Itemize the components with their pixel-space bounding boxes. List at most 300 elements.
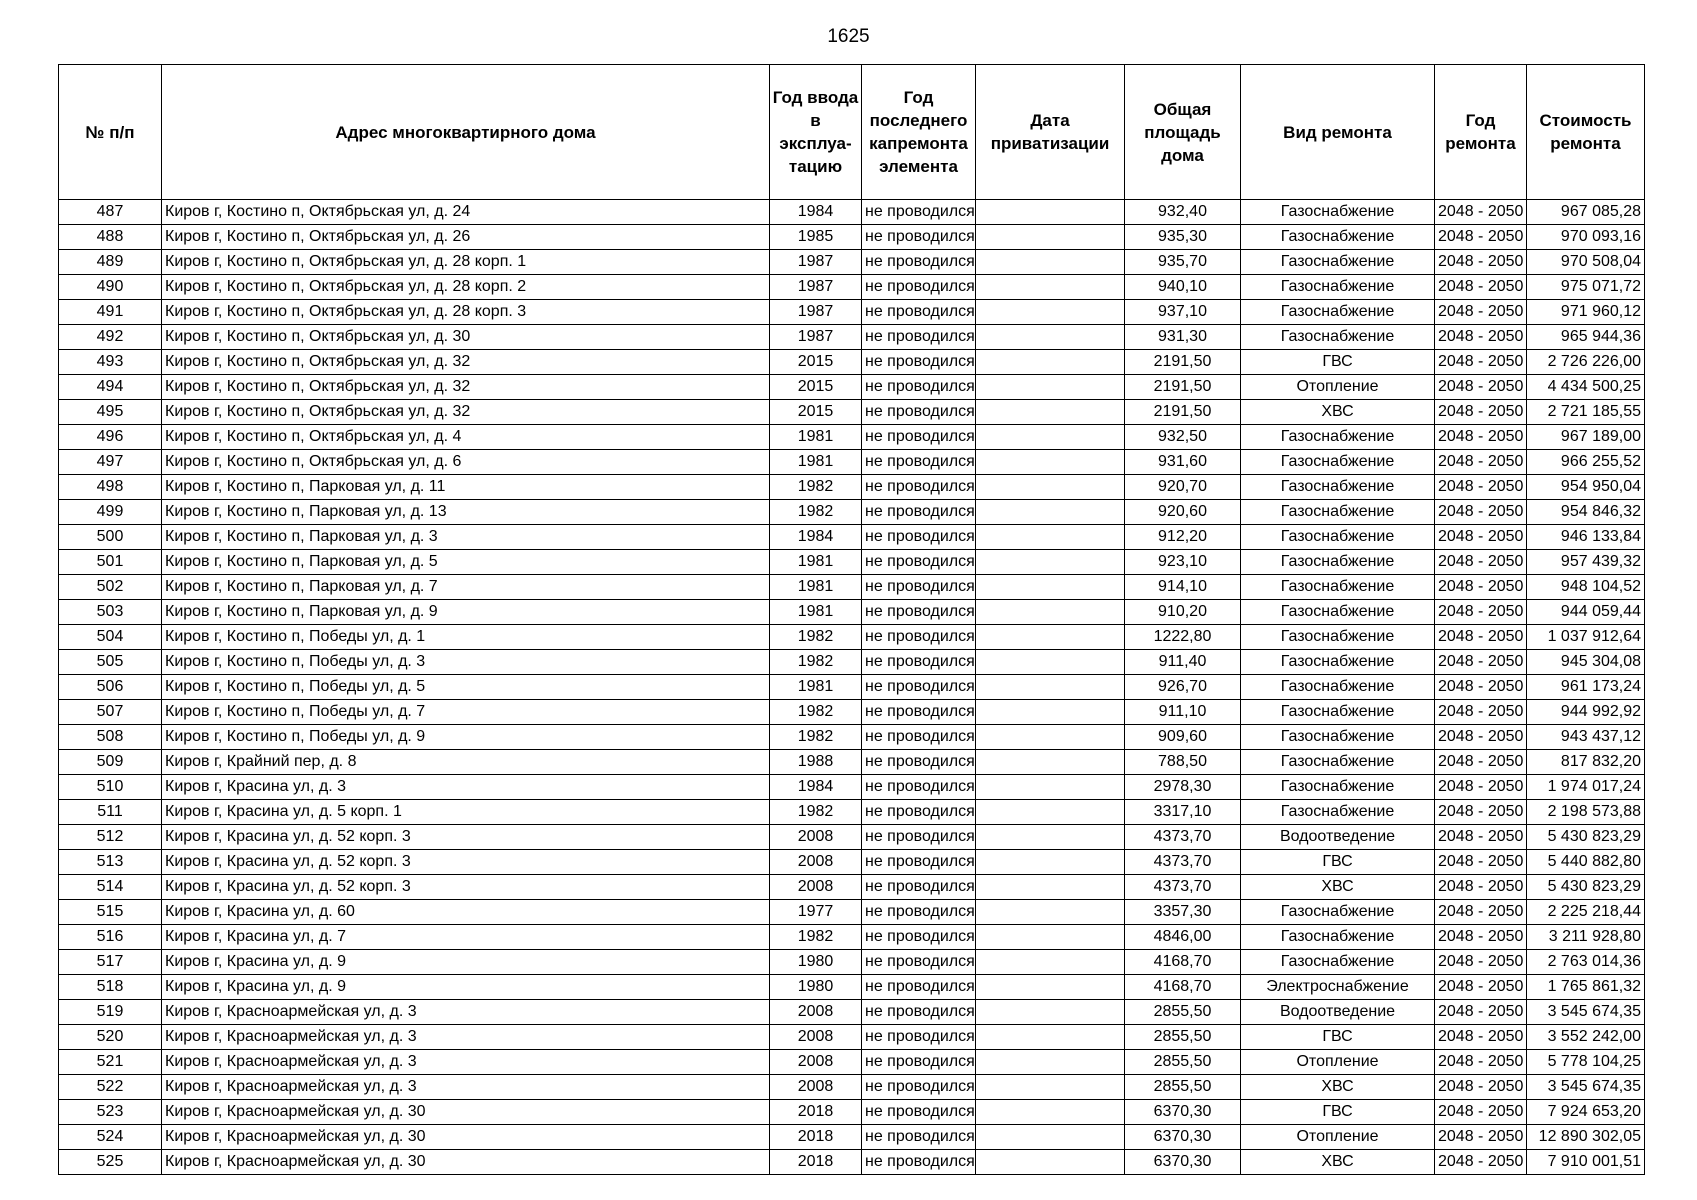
cell-area: 4846,00 <box>1125 925 1241 950</box>
cell-repair-type: Отопление <box>1241 375 1435 400</box>
cell-address: Киров г, Костино п, Победы ул, д. 9 <box>162 725 770 750</box>
cell-area: 931,60 <box>1125 450 1241 475</box>
cell-area: 931,30 <box>1125 325 1241 350</box>
cell-num: 519 <box>59 1000 162 1025</box>
cell-area: 932,40 <box>1125 200 1241 225</box>
cell-repair-year: 2048 - 2050 <box>1435 700 1527 725</box>
cell-repair-year: 2048 - 2050 <box>1435 725 1527 750</box>
cell-area: 6370,30 <box>1125 1125 1241 1150</box>
cell-year-built: 1984 <box>770 525 862 550</box>
cell-repair-year: 2048 - 2050 <box>1435 1025 1527 1050</box>
table-row <box>59 900 1645 925</box>
cell-privatization <box>976 450 1125 475</box>
cell-cost: 944 992,92 <box>1527 700 1645 725</box>
cell-address: Киров г, Крайний пер, д. 8 <box>162 750 770 775</box>
cell-num: 502 <box>59 575 162 600</box>
cell-repair-year: 2048 - 2050 <box>1435 850 1527 875</box>
table-row <box>59 425 1645 450</box>
table-row <box>59 600 1645 625</box>
cell-cost: 954 846,32 <box>1527 500 1645 525</box>
cell-address: Киров г, Костино п, Парковая ул, д. 13 <box>162 500 770 525</box>
cell-last-repair: не проводился <box>862 275 976 300</box>
cell-year-built: 2008 <box>770 1050 862 1075</box>
cell-last-repair: не проводился <box>862 575 976 600</box>
cell-area: 4373,70 <box>1125 825 1241 850</box>
cell-year-built: 1982 <box>770 650 862 675</box>
cell-last-repair: не проводился <box>862 450 976 475</box>
cell-num: 493 <box>59 350 162 375</box>
cell-repair-year: 2048 - 2050 <box>1435 925 1527 950</box>
cell-privatization <box>976 650 1125 675</box>
cell-area: 912,20 <box>1125 525 1241 550</box>
cell-address: Киров г, Костино п, Октябрьская ул, д. 28 корп. 1 <box>162 250 770 275</box>
cell-area: 932,50 <box>1125 425 1241 450</box>
cell-address: Киров г, Костино п, Парковая ул, д. 11 <box>162 475 770 500</box>
header-address: Адрес многоквартирного дома <box>162 65 770 200</box>
cell-last-repair: не проводился <box>862 625 976 650</box>
cell-repair-type: Газоснабжение <box>1241 450 1435 475</box>
cell-privatization <box>976 275 1125 300</box>
cell-area: 788,50 <box>1125 750 1241 775</box>
cell-area: 910,20 <box>1125 600 1241 625</box>
page-number: 1625 <box>827 26 870 47</box>
cell-last-repair: не проводился <box>862 875 976 900</box>
cell-last-repair: не проводился <box>862 475 976 500</box>
cell-cost: 966 255,52 <box>1527 450 1645 475</box>
cell-privatization <box>976 1000 1125 1025</box>
cell-last-repair: не проводился <box>862 400 976 425</box>
cell-cost: 948 104,52 <box>1527 575 1645 600</box>
cell-repair-year: 2048 - 2050 <box>1435 975 1527 1000</box>
cell-area: 6370,30 <box>1125 1150 1241 1175</box>
table-row <box>59 825 1645 850</box>
cell-repair-type: ГВС <box>1241 850 1435 875</box>
cell-repair-type: Газоснабжение <box>1241 500 1435 525</box>
cell-year-built: 2018 <box>770 1125 862 1150</box>
cell-repair-year: 2048 - 2050 <box>1435 750 1527 775</box>
cell-num: 511 <box>59 800 162 825</box>
cell-privatization <box>976 1050 1125 1075</box>
cell-cost: 945 304,08 <box>1527 650 1645 675</box>
cell-cost: 5 440 882,80 <box>1527 850 1645 875</box>
cell-repair-type: Отопление <box>1241 1050 1435 1075</box>
cell-address: Киров г, Красина ул, д. 52 корп. 3 <box>162 875 770 900</box>
cell-area: 914,10 <box>1125 575 1241 600</box>
table-row <box>59 925 1645 950</box>
cell-address: Киров г, Красноармейская ул, д. 3 <box>162 1075 770 1100</box>
cell-privatization <box>976 225 1125 250</box>
cell-address: Киров г, Костино п, Парковая ул, д. 3 <box>162 525 770 550</box>
cell-year-built: 2015 <box>770 350 862 375</box>
cell-last-repair: не проводился <box>862 375 976 400</box>
table-row <box>59 250 1645 275</box>
cell-privatization <box>976 475 1125 500</box>
table-row <box>59 1025 1645 1050</box>
cell-year-built: 1982 <box>770 700 862 725</box>
cell-last-repair: не проводился <box>862 800 976 825</box>
cell-repair-type: Газоснабжение <box>1241 250 1435 275</box>
cell-year-built: 2018 <box>770 1100 862 1125</box>
cell-area: 2855,50 <box>1125 1075 1241 1100</box>
cell-year-built: 1982 <box>770 800 862 825</box>
cell-privatization <box>976 1150 1125 1175</box>
cell-year-built: 1987 <box>770 325 862 350</box>
cell-repair-year: 2048 - 2050 <box>1435 350 1527 375</box>
cell-num: 495 <box>59 400 162 425</box>
cell-num: 494 <box>59 375 162 400</box>
cell-address: Киров г, Костино п, Парковая ул, д. 9 <box>162 600 770 625</box>
cell-num: 514 <box>59 875 162 900</box>
cell-repair-type: Газоснабжение <box>1241 525 1435 550</box>
cell-year-built: 2008 <box>770 1025 862 1050</box>
cell-last-repair: не проводился <box>862 500 976 525</box>
cell-num: 512 <box>59 825 162 850</box>
cell-cost: 967 085,28 <box>1527 200 1645 225</box>
cell-num: 507 <box>59 700 162 725</box>
cell-year-built: 1984 <box>770 200 862 225</box>
cell-num: 499 <box>59 500 162 525</box>
cell-area: 2855,50 <box>1125 1050 1241 1075</box>
cell-privatization <box>976 925 1125 950</box>
cell-repair-year: 2048 - 2050 <box>1435 900 1527 925</box>
cell-area: 4373,70 <box>1125 875 1241 900</box>
header-row <box>59 65 1645 200</box>
cell-repair-type: Газоснабжение <box>1241 325 1435 350</box>
cell-cost: 965 944,36 <box>1527 325 1645 350</box>
cell-last-repair: не проводился <box>862 1150 976 1175</box>
cell-repair-year: 2048 - 2050 <box>1435 400 1527 425</box>
cell-year-built: 1982 <box>770 500 862 525</box>
cell-area: 2978,30 <box>1125 775 1241 800</box>
cell-area: 4168,70 <box>1125 975 1241 1000</box>
cell-area: 940,10 <box>1125 275 1241 300</box>
table-row <box>59 625 1645 650</box>
cell-cost: 4 434 500,25 <box>1527 375 1645 400</box>
cell-repair-year: 2048 - 2050 <box>1435 300 1527 325</box>
table-row <box>59 950 1645 975</box>
cell-privatization <box>976 800 1125 825</box>
cell-num: 520 <box>59 1025 162 1050</box>
cell-repair-type: Газоснабжение <box>1241 950 1435 975</box>
cell-repair-year: 2048 - 2050 <box>1435 550 1527 575</box>
cell-privatization <box>976 1100 1125 1125</box>
cell-repair-year: 2048 - 2050 <box>1435 450 1527 475</box>
cell-year-built: 1987 <box>770 300 862 325</box>
cell-year-built: 1982 <box>770 475 862 500</box>
cell-last-repair: не проводился <box>862 425 976 450</box>
cell-cost: 2 225 218,44 <box>1527 900 1645 925</box>
cell-cost: 12 890 302,05 <box>1527 1125 1645 1150</box>
cell-num: 513 <box>59 850 162 875</box>
cell-num: 490 <box>59 275 162 300</box>
cell-last-repair: не проводился <box>862 1125 976 1150</box>
cell-last-repair: не проводился <box>862 525 976 550</box>
cell-num: 518 <box>59 975 162 1000</box>
table-row <box>59 1125 1645 1150</box>
cell-last-repair: не проводился <box>862 200 976 225</box>
cell-last-repair: не проводился <box>862 975 976 1000</box>
cell-repair-type: Электроснабжение <box>1241 975 1435 1000</box>
cell-cost: 946 133,84 <box>1527 525 1645 550</box>
table-body <box>59 200 1645 1175</box>
cell-privatization <box>976 625 1125 650</box>
cell-address: Киров г, Костино п, Октябрьская ул, д. 26 <box>162 225 770 250</box>
cell-repair-type: Газоснабжение <box>1241 925 1435 950</box>
table-row <box>59 650 1645 675</box>
cell-repair-year: 2048 - 2050 <box>1435 800 1527 825</box>
cell-last-repair: не проводился <box>862 950 976 975</box>
cell-address: Киров г, Красноармейская ул, д. 30 <box>162 1100 770 1125</box>
table-row <box>59 575 1645 600</box>
cell-year-built: 1982 <box>770 925 862 950</box>
cell-area: 2191,50 <box>1125 400 1241 425</box>
table-row <box>59 800 1645 825</box>
header-area: Общая площадь дома <box>1125 65 1241 200</box>
cell-privatization <box>976 350 1125 375</box>
cell-cost: 3 545 674,35 <box>1527 1000 1645 1025</box>
cell-privatization <box>976 1025 1125 1050</box>
cell-repair-type: ХВС <box>1241 400 1435 425</box>
cell-num: 521 <box>59 1050 162 1075</box>
cell-last-repair: не проводился <box>862 225 976 250</box>
cell-repair-year: 2048 - 2050 <box>1435 950 1527 975</box>
cell-address: Киров г, Красноармейская ул, д. 30 <box>162 1150 770 1175</box>
table-row <box>59 1075 1645 1100</box>
table-row <box>59 850 1645 875</box>
cell-privatization <box>976 950 1125 975</box>
cell-cost: 971 960,12 <box>1527 300 1645 325</box>
cell-address: Киров г, Красина ул, д. 5 корп. 1 <box>162 800 770 825</box>
cell-repair-type: Газоснабжение <box>1241 625 1435 650</box>
cell-num: 523 <box>59 1100 162 1125</box>
cell-privatization <box>976 875 1125 900</box>
cell-num: 503 <box>59 600 162 625</box>
cell-address: Киров г, Костино п, Победы ул, д. 7 <box>162 700 770 725</box>
cell-area: 2191,50 <box>1125 350 1241 375</box>
cell-cost: 967 189,00 <box>1527 425 1645 450</box>
cell-cost: 2 198 573,88 <box>1527 800 1645 825</box>
cell-address: Киров г, Костино п, Октябрьская ул, д. 4 <box>162 425 770 450</box>
repair-registry-table <box>58 64 1645 1175</box>
table-row <box>59 525 1645 550</box>
cell-num: 501 <box>59 550 162 575</box>
table-row <box>59 500 1645 525</box>
cell-address: Киров г, Костино п, Октябрьская ул, д. 6 <box>162 450 770 475</box>
cell-num: 496 <box>59 425 162 450</box>
cell-year-built: 2008 <box>770 875 862 900</box>
table-row <box>59 700 1645 725</box>
cell-area: 3357,30 <box>1125 900 1241 925</box>
cell-last-repair: не проводился <box>862 1100 976 1125</box>
cell-address: Киров г, Костино п, Победы ул, д. 3 <box>162 650 770 675</box>
cell-repair-type: ХВС <box>1241 875 1435 900</box>
cell-repair-year: 2048 - 2050 <box>1435 375 1527 400</box>
header-repair-year: Год ремонта <box>1435 65 1527 200</box>
cell-year-built: 1980 <box>770 950 862 975</box>
cell-privatization <box>976 375 1125 400</box>
cell-privatization <box>976 525 1125 550</box>
cell-address: Киров г, Костино п, Парковая ул, д. 5 <box>162 550 770 575</box>
cell-area: 935,30 <box>1125 225 1241 250</box>
table-row <box>59 875 1645 900</box>
cell-privatization <box>976 975 1125 1000</box>
cell-last-repair: не проводился <box>862 825 976 850</box>
table-row <box>59 550 1645 575</box>
cell-repair-type: Водоотведение <box>1241 1000 1435 1025</box>
cell-address: Киров г, Красноармейская ул, д. 30 <box>162 1125 770 1150</box>
table-row <box>59 675 1645 700</box>
cell-cost: 1 974 017,24 <box>1527 775 1645 800</box>
table-row <box>59 375 1645 400</box>
cell-cost: 5 430 823,29 <box>1527 875 1645 900</box>
cell-cost: 954 950,04 <box>1527 475 1645 500</box>
cell-last-repair: не проводился <box>862 1050 976 1075</box>
cell-num: 510 <box>59 775 162 800</box>
cell-last-repair: не проводился <box>862 700 976 725</box>
cell-repair-year: 2048 - 2050 <box>1435 225 1527 250</box>
cell-address: Киров г, Костино п, Октябрьская ул, д. 24 <box>162 200 770 225</box>
cell-year-built: 1980 <box>770 975 862 1000</box>
cell-address: Киров г, Костино п, Октябрьская ул, д. 28 корп. 3 <box>162 300 770 325</box>
cell-year-built: 2015 <box>770 400 862 425</box>
cell-last-repair: не проводился <box>862 600 976 625</box>
cell-repair-year: 2048 - 2050 <box>1435 575 1527 600</box>
cell-privatization <box>976 400 1125 425</box>
cell-last-repair: не проводился <box>862 725 976 750</box>
cell-privatization <box>976 675 1125 700</box>
cell-repair-year: 2048 - 2050 <box>1435 1100 1527 1125</box>
cell-last-repair: не проводился <box>862 300 976 325</box>
cell-privatization <box>976 550 1125 575</box>
cell-cost: 970 093,16 <box>1527 225 1645 250</box>
cell-year-built: 1982 <box>770 625 862 650</box>
cell-year-built: 1987 <box>770 250 862 275</box>
cell-repair-type: Газоснабжение <box>1241 425 1435 450</box>
cell-repair-year: 2048 - 2050 <box>1435 1150 1527 1175</box>
table-row <box>59 775 1645 800</box>
cell-repair-type: ГВС <box>1241 1025 1435 1050</box>
cell-num: 516 <box>59 925 162 950</box>
cell-address: Киров г, Костино п, Октябрьская ул, д. 32 <box>162 375 770 400</box>
cell-repair-year: 2048 - 2050 <box>1435 500 1527 525</box>
cell-area: 4168,70 <box>1125 950 1241 975</box>
cell-privatization <box>976 900 1125 925</box>
cell-year-built: 1981 <box>770 450 862 475</box>
cell-num: 505 <box>59 650 162 675</box>
cell-cost: 7 924 653,20 <box>1527 1100 1645 1125</box>
cell-area: 2855,50 <box>1125 1025 1241 1050</box>
cell-year-built: 2008 <box>770 825 862 850</box>
cell-year-built: 2018 <box>770 1150 862 1175</box>
cell-repair-type: ГВС <box>1241 350 1435 375</box>
cell-num: 524 <box>59 1125 162 1150</box>
cell-year-built: 2008 <box>770 1075 862 1100</box>
cell-repair-type: Газоснабжение <box>1241 725 1435 750</box>
cell-area: 909,60 <box>1125 725 1241 750</box>
cell-year-built: 1981 <box>770 425 862 450</box>
cell-repair-year: 2048 - 2050 <box>1435 325 1527 350</box>
cell-repair-year: 2048 - 2050 <box>1435 1125 1527 1150</box>
cell-repair-year: 2048 - 2050 <box>1435 650 1527 675</box>
cell-area: 4373,70 <box>1125 850 1241 875</box>
cell-area: 911,10 <box>1125 700 1241 725</box>
cell-year-built: 1981 <box>770 575 862 600</box>
cell-cost: 1 765 861,32 <box>1527 975 1645 1000</box>
cell-repair-year: 2048 - 2050 <box>1435 825 1527 850</box>
cell-repair-type: Газоснабжение <box>1241 200 1435 225</box>
cell-repair-year: 2048 - 2050 <box>1435 1075 1527 1100</box>
cell-privatization <box>976 700 1125 725</box>
cell-year-built: 1981 <box>770 600 862 625</box>
cell-repair-type: Газоснабжение <box>1241 475 1435 500</box>
cell-year-built: 2008 <box>770 850 862 875</box>
cell-area: 937,10 <box>1125 300 1241 325</box>
cell-repair-year: 2048 - 2050 <box>1435 475 1527 500</box>
cell-last-repair: не проводился <box>862 1000 976 1025</box>
cell-repair-type: Газоснабжение <box>1241 650 1435 675</box>
cell-repair-type: ХВС <box>1241 1075 1435 1100</box>
cell-year-built: 1987 <box>770 275 862 300</box>
table-row <box>59 200 1645 225</box>
cell-last-repair: не проводился <box>862 1025 976 1050</box>
cell-last-repair: не проводился <box>862 250 976 275</box>
cell-num: 506 <box>59 675 162 700</box>
cell-last-repair: не проводился <box>862 900 976 925</box>
table-row <box>59 400 1645 425</box>
cell-cost: 2 726 226,00 <box>1527 350 1645 375</box>
cell-repair-type: Водоотведение <box>1241 825 1435 850</box>
header-last-repair: Год последнего капремонта элемента <box>862 65 976 200</box>
cell-num: 497 <box>59 450 162 475</box>
cell-year-built: 1988 <box>770 750 862 775</box>
cell-cost: 957 439,32 <box>1527 550 1645 575</box>
cell-privatization <box>976 200 1125 225</box>
table-row <box>59 750 1645 775</box>
cell-address: Киров г, Красноармейская ул, д. 3 <box>162 1050 770 1075</box>
header-repair-type: Вид ремонта <box>1241 65 1435 200</box>
cell-cost: 3 211 928,80 <box>1527 925 1645 950</box>
cell-area: 923,10 <box>1125 550 1241 575</box>
cell-address: Киров г, Красноармейская ул, д. 3 <box>162 1025 770 1050</box>
cell-area: 911,40 <box>1125 650 1241 675</box>
cell-last-repair: не проводился <box>862 675 976 700</box>
cell-repair-year: 2048 - 2050 <box>1435 525 1527 550</box>
cell-repair-type: Отопление <box>1241 1125 1435 1150</box>
cell-area: 926,70 <box>1125 675 1241 700</box>
cell-cost: 961 173,24 <box>1527 675 1645 700</box>
cell-privatization <box>976 425 1125 450</box>
cell-privatization <box>976 750 1125 775</box>
cell-privatization <box>976 850 1125 875</box>
cell-area: 6370,30 <box>1125 1100 1241 1125</box>
cell-repair-type: Газоснабжение <box>1241 675 1435 700</box>
cell-last-repair: не проводился <box>862 550 976 575</box>
table-row <box>59 1050 1645 1075</box>
cell-privatization <box>976 575 1125 600</box>
cell-address: Киров г, Костино п, Октябрьская ул, д. 32 <box>162 350 770 375</box>
table-row <box>59 1000 1645 1025</box>
cell-cost: 1 037 912,64 <box>1527 625 1645 650</box>
table-row <box>59 1100 1645 1125</box>
cell-repair-type: Газоснабжение <box>1241 775 1435 800</box>
cell-repair-year: 2048 - 2050 <box>1435 675 1527 700</box>
cell-cost: 944 059,44 <box>1527 600 1645 625</box>
cell-cost: 5 778 104,25 <box>1527 1050 1645 1075</box>
cell-num: 492 <box>59 325 162 350</box>
cell-address: Киров г, Красина ул, д. 7 <box>162 925 770 950</box>
cell-repair-type: Газоснабжение <box>1241 550 1435 575</box>
cell-cost: 2 721 185,55 <box>1527 400 1645 425</box>
